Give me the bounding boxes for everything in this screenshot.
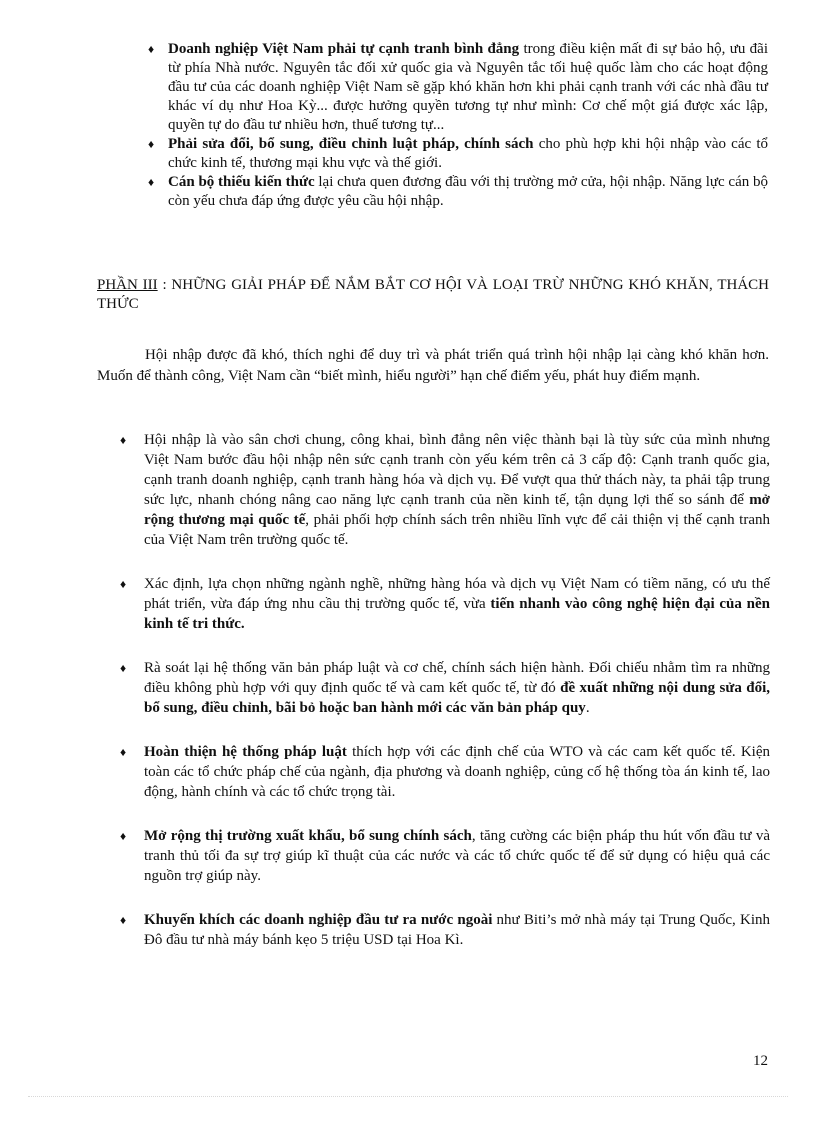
section-title: : NHỮNG GIẢI PHÁP ĐỂ NẮM BẮT CƠ HỘI VÀ LOẠI TRỪ NHỮNG KHÓ KHĂN, THÁCH THỨC [97, 277, 770, 312]
diamond-bullet-icon: ♦ [120, 913, 127, 927]
item-text: trong điều kiện mất đi sự bảo hộ, ưu đãi từ phía Nhà nước. Nguyên tắc đối xử quốc gia và Nguyên tắc tối huệ quốc làm cho các hoạt động đầu tư của các doanh nghiệp Việt Nam sẽ gặp khó khăn hơn khi phải cạnh tranh với các nhà đầu tư khác ví dụ như Hoa Kỳ... được hưởng quyền tương tự như mình: Cơ chế một giá được xác lập, quyền tự do đầu tư nhiều hơn, thuế tương tự... [168, 41, 768, 133]
list-item [120, 826, 770, 886]
diamond-bullet-icon: ♦ [148, 137, 155, 151]
solutions-bullet-list [120, 430, 770, 974]
bold-phrase: mở rộng thương mại quốc tế [144, 492, 770, 528]
bold-phrase: Cán bộ thiếu kiến thức [168, 174, 315, 190]
intro-paragraph: Hội nhập được đã khó, thích nghi để duy trì và phát triển quá trình hội nhập lại càng khó khăn hơn. Muốn để thành công, Việt Nam cần “biết mình, hiểu người” hạn chế điểm yếu, phát huy điểm mạnh. [97, 347, 769, 384]
bold-phrase: tiến nhanh vào công nghệ hiện đại của nền kinh tế tri thức. [144, 596, 770, 632]
section-heading [97, 276, 769, 314]
list-item [120, 430, 770, 550]
item-text: như Biti’s mở nhà máy tại Trung Quốc, Kinh Đô đầu tư nhà máy bánh kẹo 5 triệu USD tại Hoa Kì. [144, 912, 770, 948]
list-item [120, 658, 770, 718]
item-text: cho phù hợp khi hội nhập vào các tổ chức kinh tế, thương mại khu vực và thế giới. [168, 136, 769, 171]
item-text: , phải phối hợp chính sách trên nhiều lĩnh vực để cải thiện vị thế cạnh tranh của Việt Nam trên trường quốc tế. [144, 512, 770, 548]
bold-phrase: Phải sửa đổi, bổ sung, điều chỉnh luật pháp, chính sách [168, 136, 534, 152]
item-text: Xác định, lựa chọn những ngành nghề, những hàng hóa và dịch vụ Việt Nam có tiềm năng, có ưu thế phát triển, vừa đáp ứng nhu cầu thị trường quốc tế, vừa [144, 576, 770, 612]
list-item [148, 135, 768, 173]
bold-phrase: Mở rộng thị trường xuất khẩu, bổ sung chính sách [144, 828, 472, 844]
diamond-bullet-icon: ♦ [148, 175, 155, 189]
diamond-bullet-icon: ♦ [120, 745, 127, 759]
section-part-label: PHẦN III [97, 277, 158, 293]
item-text: thích hợp với các định chế của WTO và các cam kết quốc tế. Kiện toàn các tổ chức pháp chế của ngành, địa phương và doanh nghiệp, củng cố hệ thống tòa án kinh tế, lao động, hành chính và các tổ chức trọng tài. [144, 744, 770, 800]
item-text: lại chưa quen đương đầu với thị trường mở cửa, hội nhập. Năng lực cán bộ còn yếu chưa đáp ứng được yêu cầu hội nhập. [168, 174, 769, 209]
bold-phrase: Hoàn thiện hệ thống pháp luật [144, 744, 347, 760]
diamond-bullet-icon: ♦ [120, 661, 127, 675]
item-text: Hội nhập là vào sân chơi chung, công khai, bình đẳng nên việc thành bại là tùy sức của mình nhưng Việt Nam bước đầu hội nhập nên sức cạnh tranh còn yếu kém trên cả 3 cấp độ: Cạnh tranh quốc gia, cạnh tranh doanh nghiệp, cạnh tranh hàng hóa và dịch vụ. Để vượt qua thử thách này, ta phải tập trung sức lực, nhanh chóng nâng cao năng lực cạnh tranh của nền kinh tế, tận dụng lợi thế so sánh để [144, 432, 770, 508]
bold-phrase: Doanh nghiệp Việt Nam phải tự cạnh tranh bình đẳng [168, 41, 520, 57]
item-text: , tăng cường các biện pháp thu hút vốn đầu tư và tranh thủ tối đa sự trợ giúp kĩ thuật của các nước và các tổ chức quốc tế để sử dụng có hiệu quả các nguồn trợ giúp này. [144, 828, 770, 884]
list-item [148, 173, 768, 211]
diamond-bullet-icon: ♦ [120, 829, 127, 843]
page-number: 12 [753, 1053, 768, 1069]
item-text: . [585, 700, 590, 716]
list-item [120, 910, 770, 950]
diamond-bullet-icon: ♦ [120, 577, 127, 591]
footer-divider [28, 1096, 788, 1097]
list-item [148, 40, 768, 135]
diamond-bullet-icon: ♦ [120, 433, 127, 447]
diamond-bullet-icon: ♦ [148, 42, 155, 56]
item-text: Rà soát lại hệ thống văn bản pháp luật và cơ chế, chính sách hiện hành. Đối chiếu nhằm tìm ra những điều không phù hợp với quy định quốc tế và cam kết quốc tế, từ đó [144, 660, 770, 696]
top-bullet-list [148, 40, 768, 211]
list-item [120, 742, 770, 802]
list-item [120, 574, 770, 634]
bold-phrase: đề xuất những nội dung sửa đổi, bổ sung, điều chỉnh, bãi bỏ hoặc ban hành mới các văn bản pháp quy [144, 680, 770, 716]
bold-phrase: Khuyến khích các doanh nghiệp đầu tư ra nước ngoài [144, 912, 493, 928]
